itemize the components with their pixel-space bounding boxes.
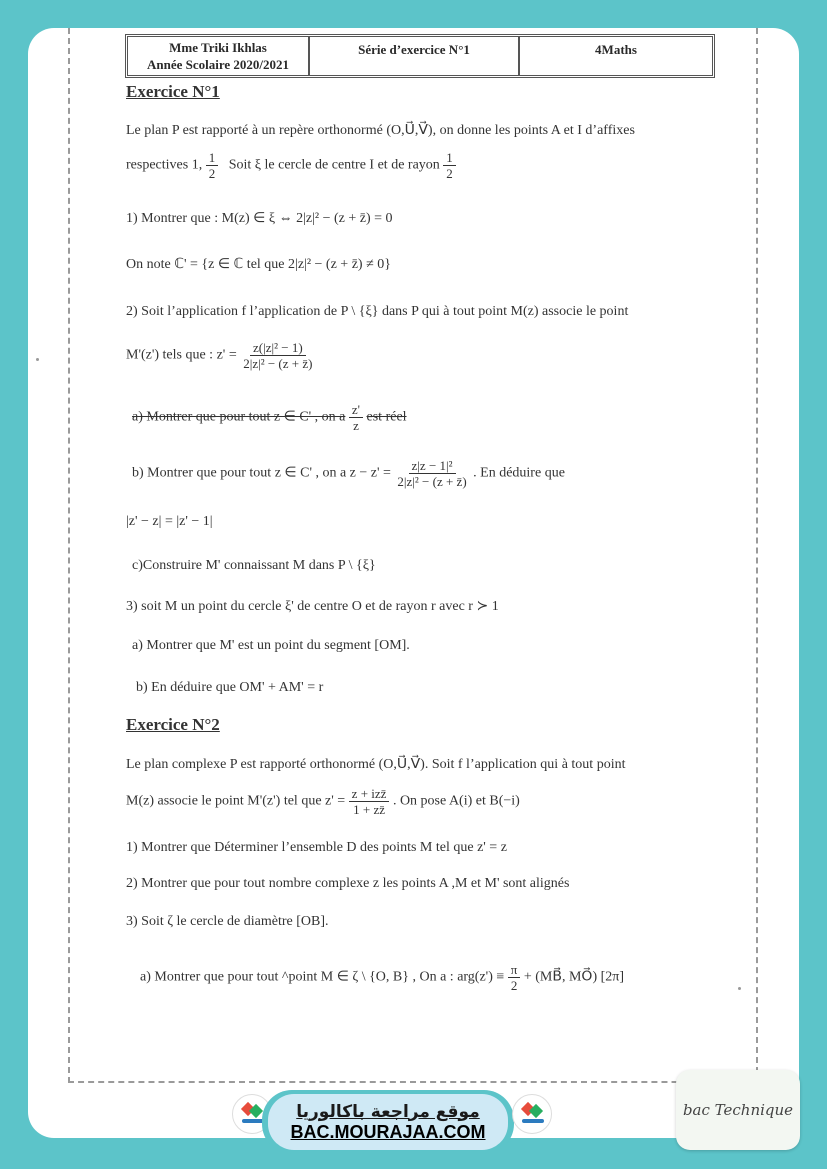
ex2-intro-text: M(z) associe le point M'(z') tel que z' = xyxy=(126,793,346,809)
footer-banner[interactable] xyxy=(262,1090,514,1154)
exercise-2-title: Exercice N°2 xyxy=(126,715,220,734)
ex1-question-1: 1) Montrer que : M(z) ∈ ξ ⇔ 2|z|² − (z + z̄) = 0 xyxy=(126,211,393,226)
ex2-question-3a xyxy=(140,962,624,993)
ex2-q3a-angle: + (MB⃗, MO⃗) [2π] xyxy=(523,969,624,985)
ex2-question-1: 1) Montrer que Déterminer l’ensemble D des points M tel que z' = z xyxy=(126,840,507,855)
ex1-question-3: 3) soit M un point du cercle ξ' de centre O et de rayon r avec r ≻ 1 xyxy=(126,599,499,614)
fraction-z-prime: $\frac{\text{z(|z|² − 1)}}{\text{2|z|² − (z + z̄)}}$ xyxy=(243,340,313,371)
ex1-intro-line1: Le plan P est rapporté à un repère orthonormé (O,U⃗,V⃗), on donne les points A et I d’affixes xyxy=(126,123,635,138)
ex1-question-2b-result: |z' − z| = |z' − 1| xyxy=(126,514,213,529)
fraction-one-half: $\frac{1}{2}$ xyxy=(206,150,219,181)
header-series-cell xyxy=(310,37,520,75)
teacher-name: Mme Triki Ikhlas xyxy=(169,40,267,55)
ex1-q2a-end: est réel xyxy=(366,409,407,425)
scan-speck xyxy=(738,987,741,990)
ex1-definition: On note ℂ' = {z ∈ ℂ tel que 2|z|² − (z + z̄) ≠ 0} xyxy=(126,257,391,272)
ex1-q2b-deduce: . En déduire que xyxy=(473,465,565,481)
ex2-intro-line1: Le plan complexe P est rapporté orthonormé (O,U⃗,V⃗). Soit f l’application qui à tout point xyxy=(126,757,626,772)
logo-text: bac Technique xyxy=(682,1101,794,1119)
ex2-intro-line2 xyxy=(126,786,520,817)
ex1-question-3b: b) En déduire que OM' + AM' = r xyxy=(136,680,324,695)
ex1-q2a-text: a) Montrer que pour tout z ∈ C' , on a xyxy=(132,409,346,425)
ex1-question-2b xyxy=(132,458,565,489)
ex1-intro-circle: Soit ξ le cercle de centre I et de rayon xyxy=(228,157,440,173)
bac-technique-logo xyxy=(676,1070,800,1150)
ex1-question-2: 2) Soit l’application f l’application de P \ {ξ} dans P qui à tout point M(z) associe le point xyxy=(126,304,629,319)
fraction-z-minus-zprime: $\frac{\text{z|z − 1|²}}{\text{2|z|² − (z + z̄)}}$ xyxy=(397,458,467,489)
ex2-intro-points: . On pose A(i) et B(−i) xyxy=(392,793,520,809)
footer-arabic-title[interactable]: موقع مراجعة باكالوريا xyxy=(296,1101,480,1122)
fraction-transform: $\frac{\text{z + izz̄}}{1 + zz̄}$ xyxy=(349,786,390,817)
header-class-cell xyxy=(520,37,712,75)
footer-url-link[interactable]: BAC.MOURAJAA.COM xyxy=(290,1121,486,1142)
document-page xyxy=(28,28,799,1138)
series-title: Série d’exercice N°1 xyxy=(358,42,470,57)
scan-speck xyxy=(36,358,39,361)
ex1-q2b-text: b) Montrer que pour tout z ∈ C' , on a z − z' = xyxy=(132,465,391,481)
ex2-q3a-text: a) Montrer que pour tout ^point M ∈ ζ \ {O, B} , On a : arg(z') ≡ xyxy=(140,969,505,985)
class-name: 4Maths xyxy=(595,42,637,57)
badge-icon-right xyxy=(512,1094,552,1134)
ex1-q2-label: M'(z') tels que : z' = xyxy=(126,347,237,363)
ex1-question-3a: a) Montrer que M' est un point du segment [OM]. xyxy=(132,638,410,653)
fraction-zprime-over-z: $\frac{z'}{z}$ xyxy=(349,402,363,433)
fraction-radius: $\frac{1}{2}$ xyxy=(443,150,456,181)
ex1-intro-affixes: respectives 1, xyxy=(126,157,203,173)
ex1-question-2-formula xyxy=(126,340,315,371)
school-year: Année Scolaire 2020/2021 xyxy=(146,57,290,72)
header-table xyxy=(125,34,715,78)
header-teacher-cell xyxy=(128,37,310,75)
ex2-question-2: 2) Montrer que pour tout nombre complexe z les points A ,M et M' sont alignés xyxy=(126,876,570,891)
ex1-question-2c: c)Construire M' connaissant M dans P \ {ξ} xyxy=(132,558,376,573)
fraction-pi-over-2: $\frac{\pi}{2}$ xyxy=(508,962,521,993)
ex1-question-2a xyxy=(132,402,407,433)
ex2-question-3: 3) Soit ζ le cercle de diamètre [OB]. xyxy=(126,914,329,929)
ex1-intro-line2 xyxy=(126,150,456,181)
exercise-1-title: Exercice N°1 xyxy=(126,82,220,101)
footer-inner[interactable] xyxy=(268,1094,508,1150)
